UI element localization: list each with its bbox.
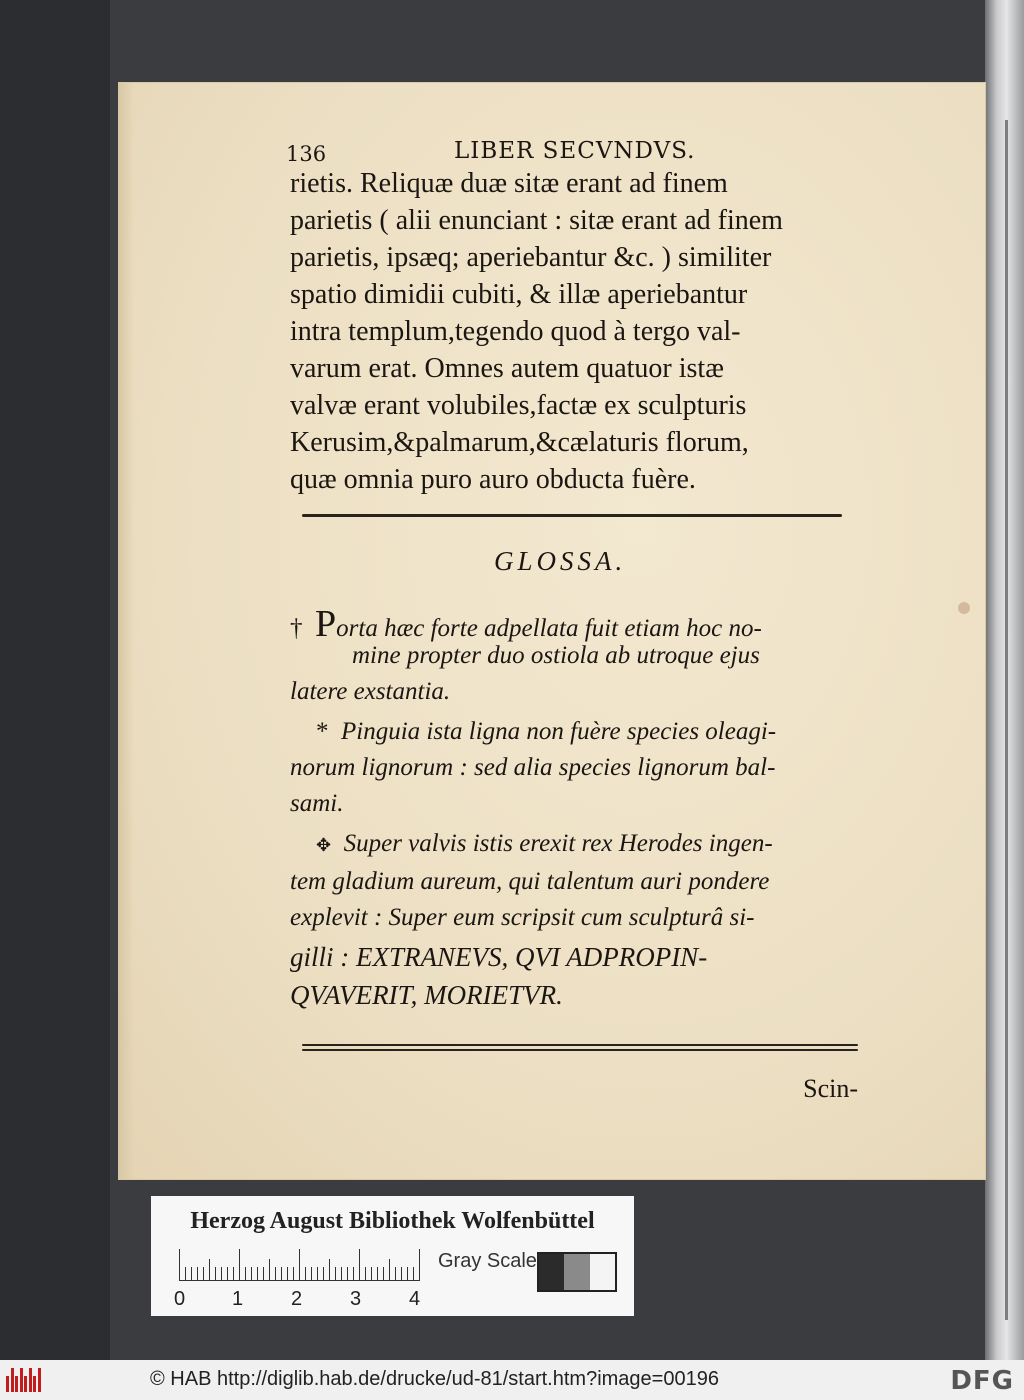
body-line: quæ omnia puro auro obducta fuère. bbox=[290, 464, 696, 495]
gloss-line: explevit : Super eum scripsit cum sculpturâ si- bbox=[290, 904, 755, 931]
gray-scale-label: Gray Scale bbox=[438, 1250, 537, 1272]
ruler-tick bbox=[179, 1249, 180, 1281]
ruler-tick bbox=[197, 1267, 198, 1281]
ruler-number: 4 bbox=[409, 1288, 421, 1310]
ruler-tick bbox=[389, 1259, 390, 1281]
ruler-tick bbox=[257, 1267, 258, 1281]
gloss-note-1-first-line bbox=[290, 602, 762, 646]
ruler-tick bbox=[293, 1267, 294, 1281]
swatch-light bbox=[590, 1254, 615, 1290]
footer-bar bbox=[0, 1360, 1024, 1400]
section-rule-top bbox=[302, 514, 842, 517]
ruler-scale bbox=[179, 1249, 419, 1281]
ruler-tick bbox=[215, 1267, 216, 1281]
dfg-logo: DFG bbox=[950, 1366, 1014, 1396]
gloss-line: Pinguia ista ligna non fuère species oleagi- bbox=[341, 718, 777, 745]
ruler-tick bbox=[341, 1267, 342, 1281]
asterisk-mark: * bbox=[316, 718, 329, 745]
body-line: rietis. Reliquæ duæ sitæ erant ad finem bbox=[290, 168, 728, 199]
ruler-tick bbox=[281, 1267, 282, 1281]
ruler-number: 0 bbox=[174, 1288, 186, 1310]
book-fore-edge bbox=[985, 0, 1024, 1360]
ruler-tick bbox=[317, 1267, 318, 1281]
ruler-tick bbox=[407, 1267, 408, 1281]
ruler-number: 1 bbox=[232, 1288, 244, 1310]
ruler-tick bbox=[329, 1259, 330, 1281]
section-rule-bottom-double bbox=[302, 1049, 858, 1051]
body-line: parietis ( alii enunciant : sitæ erant ad finem bbox=[290, 205, 783, 236]
gloss-line: QVAVERIT, MORIETVR. bbox=[290, 980, 563, 1010]
book-page bbox=[118, 82, 986, 1180]
ruler-tick bbox=[191, 1267, 192, 1281]
ruler-number: 2 bbox=[291, 1288, 303, 1310]
ruler-tick bbox=[245, 1267, 246, 1281]
ruler-tick bbox=[263, 1267, 264, 1281]
ruler-tick bbox=[335, 1267, 336, 1281]
ruler-tick bbox=[185, 1267, 186, 1281]
body-line: intra templum,tegendo quod à tergo val- bbox=[290, 316, 741, 347]
gloss-line: norum lignorum : sed alia species lignorum bal- bbox=[290, 754, 776, 781]
gloss-line: orta hæc forte adpellata fuit etiam hoc no- bbox=[336, 615, 762, 642]
ruler-tick bbox=[239, 1249, 240, 1281]
ruler-tick bbox=[269, 1259, 270, 1281]
ruler-tick bbox=[347, 1267, 348, 1281]
ruler-tick bbox=[401, 1267, 402, 1281]
ruler-tick bbox=[353, 1267, 354, 1281]
section-rule-bottom bbox=[302, 1044, 858, 1046]
paper-stain bbox=[958, 602, 970, 614]
ruler-tick bbox=[275, 1267, 276, 1281]
ruler-tick bbox=[233, 1267, 234, 1281]
body-line: parietis, ipsæq; aperiebantur &c. ) similiter bbox=[290, 242, 772, 273]
logo-bar bbox=[29, 1368, 32, 1392]
gloss-line: sami. bbox=[290, 790, 344, 817]
ruler-tick bbox=[305, 1267, 306, 1281]
source-link[interactable]: © HAB http://diglib.hab.de/drucke/ud-81/start.htm?image=00196 bbox=[150, 1368, 719, 1390]
dagger-mark: † bbox=[290, 615, 303, 642]
ruler-tick bbox=[299, 1249, 300, 1281]
running-head: LIBER SECVNDVS. bbox=[454, 138, 696, 164]
ruler-tick bbox=[287, 1267, 288, 1281]
gray-scale-swatches bbox=[537, 1252, 617, 1292]
catchword: Scin- bbox=[803, 1074, 858, 1103]
gloss-line: tem gladium aureum, qui talentum auri pondere bbox=[290, 868, 770, 895]
gloss-line: mine propter duo ostiola ab utroque ejus bbox=[352, 642, 760, 669]
ruler-tick bbox=[359, 1249, 360, 1281]
ruler-tick bbox=[209, 1259, 210, 1281]
gloss-line: latere exstantia. bbox=[290, 678, 451, 705]
gloss-note-2-first-line bbox=[316, 718, 776, 746]
gloss-line: Super valvis istis erexit rex Herodes ingen- bbox=[343, 830, 773, 857]
logo-bar bbox=[24, 1376, 27, 1392]
logo-bar bbox=[11, 1368, 14, 1392]
hab-logo-icon bbox=[6, 1368, 42, 1392]
fleuron-mark: ✥ bbox=[316, 835, 332, 855]
ruler-tick bbox=[203, 1267, 204, 1281]
body-line: valvæ erant volubiles,factæ ex sculpturis bbox=[290, 390, 747, 421]
library-label-card bbox=[151, 1196, 634, 1316]
ruler-tick bbox=[371, 1267, 372, 1281]
ruler-tick bbox=[311, 1267, 312, 1281]
ruler-tick bbox=[395, 1267, 396, 1281]
ruler-tick bbox=[419, 1249, 420, 1281]
ruler-tick bbox=[413, 1267, 414, 1281]
page-number: 136 bbox=[286, 142, 327, 166]
ruler-number: 3 bbox=[350, 1288, 362, 1310]
gloss-note-3-first-line bbox=[316, 830, 773, 858]
body-line: varum erat. Omnes autem quatuor istæ bbox=[290, 353, 724, 384]
logo-bar bbox=[6, 1376, 9, 1392]
swatch-mid bbox=[564, 1254, 589, 1290]
ruler-tick bbox=[323, 1267, 324, 1281]
swatch-dark bbox=[539, 1254, 564, 1290]
body-line: spatio dimidii cubiti, & illæ aperiebantur bbox=[290, 279, 748, 310]
drop-cap: P bbox=[315, 603, 337, 645]
ruler-tick bbox=[227, 1267, 228, 1281]
scan-background-left bbox=[0, 0, 120, 1360]
gloss-line: gilli : EXTRANEVS, QVI ADPROPIN- bbox=[290, 942, 708, 972]
ruler-tick bbox=[365, 1267, 366, 1281]
ruler-tick bbox=[251, 1267, 252, 1281]
logo-bar bbox=[38, 1368, 41, 1392]
gloss-title: GLOSSA. bbox=[494, 546, 627, 576]
library-name: Herzog August Bibliothek Wolfenbüttel bbox=[190, 1208, 595, 1234]
logo-bar bbox=[15, 1376, 18, 1392]
ruler-tick bbox=[221, 1267, 222, 1281]
logo-bar bbox=[33, 1376, 36, 1392]
body-line: Kerusim,&palmarum,&cælaturis florum, bbox=[290, 427, 749, 458]
logo-bar bbox=[20, 1368, 23, 1392]
ruler-tick bbox=[383, 1267, 384, 1281]
ruler-tick bbox=[377, 1267, 378, 1281]
